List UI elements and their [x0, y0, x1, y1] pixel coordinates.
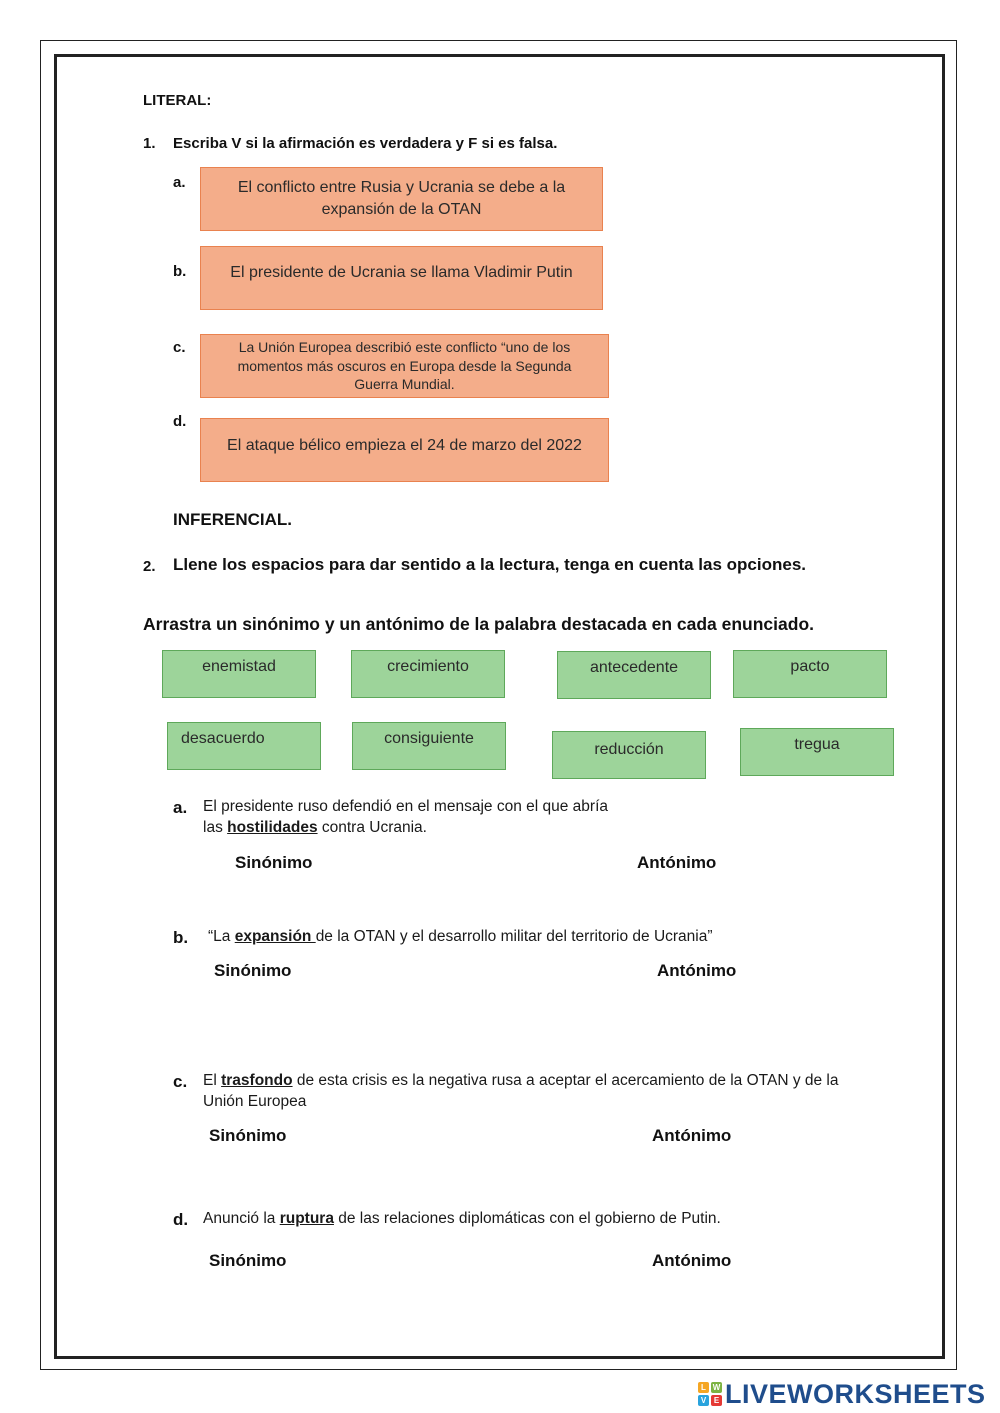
- true-false-statement-a[interactable]: El conflicto entre Rusia y Ucrania se debe a la expansión de la OTAN: [200, 167, 603, 231]
- true-false-statement-b[interactable]: El presidente de Ucrania se llama Vladimir Putin: [200, 246, 603, 310]
- item-b-letter: b.: [173, 263, 187, 280]
- item-d-letter: d.: [173, 413, 187, 430]
- question-b-synonym-label: Sinónimo: [214, 961, 292, 980]
- question-d-letter: d.: [173, 1210, 189, 1229]
- drag-instruction: Arrastra un sinónimo y un antónimo de la palabra destacada en cada enunciado.: [143, 614, 814, 634]
- word-option-reduccion[interactable]: reducción: [552, 731, 706, 779]
- item-c-letter: c.: [173, 339, 186, 356]
- word-option-antecedente[interactable]: antecedente: [557, 651, 711, 699]
- word-option-tregua[interactable]: tregua: [740, 728, 894, 776]
- highlighted-word-expansion: expansión: [234, 928, 316, 945]
- word-option-pacto[interactable]: pacto: [733, 650, 887, 698]
- highlighted-word-hostilidades: hostilidades: [227, 818, 318, 836]
- question-c-letter: c.: [173, 1072, 188, 1091]
- highlighted-word-trasfondo: trasfondo: [221, 1072, 293, 1089]
- literal-heading: LITERAL:: [143, 92, 212, 109]
- question-2-text: Llene los espacios para dar sentido a la lectura, tenga en cuenta las opciones.: [173, 555, 806, 574]
- true-false-statement-d[interactable]: El ataque bélico empieza el 24 de marzo del 2022: [200, 418, 609, 482]
- question-d-antonym-label: Antónimo: [652, 1251, 732, 1270]
- inferencial-heading: INFERENCIAL.: [173, 510, 292, 529]
- question-2-number: 2.: [143, 558, 156, 575]
- word-option-desacuerdo[interactable]: desacuerdo: [167, 722, 321, 770]
- question-c-synonym-label: Sinónimo: [209, 1126, 287, 1145]
- word-option-crecimiento[interactable]: crecimiento: [351, 650, 505, 698]
- question-c-text: El trasfondo de esta crisis es la negativa rusa a aceptar el acercamiento de la OTAN y de la Unión Europea: [203, 1072, 839, 1110]
- question-a-synonym-label: Sinónimo: [235, 853, 313, 872]
- highlighted-word-ruptura: ruptura: [279, 1210, 334, 1227]
- logo-squares-icon: [698, 1382, 722, 1406]
- logo-square: E: [711, 1395, 722, 1406]
- question-a-antonym-label: Antónimo: [637, 853, 717, 872]
- question-b-letter: b.: [173, 928, 189, 947]
- question-1-number: 1.: [143, 135, 156, 152]
- logo-square: V: [698, 1395, 709, 1406]
- liveworksheets-logo: [698, 1378, 986, 1410]
- question-a-text: El presidente ruso defendió en el mensaje con el que abría las hostilidades contra Ucrania.: [203, 798, 608, 836]
- true-false-statement-c[interactable]: La Unión Europea describió este conflicto “uno de los momentos más oscuros en Europa desde la Segunda Guerra Mundial.: [200, 334, 609, 398]
- question-1-text: Escriba V si la afirmación es verdadera y F si es falsa.: [173, 135, 558, 152]
- question-d-synonym-label: Sinónimo: [209, 1251, 287, 1270]
- question-b-antonym-label: Antónimo: [657, 961, 737, 980]
- logo-text: LIVEWORKSHEETS: [725, 1378, 986, 1409]
- question-c-antonym-label: Antónimo: [652, 1126, 732, 1145]
- question-b-text: “La expansión de la OTAN y el desarrollo militar del territorio de Ucrania”: [208, 928, 713, 945]
- item-a-letter: a.: [173, 174, 186, 191]
- question-a-letter: a.: [173, 798, 188, 817]
- question-d-text: Anunció la ruptura de las relaciones diplomáticas con el gobierno de Putin.: [203, 1210, 721, 1227]
- logo-square: W: [712, 1383, 721, 1392]
- word-option-consiguiente[interactable]: consiguiente: [352, 722, 506, 770]
- logo-square: L: [698, 1382, 709, 1393]
- word-option-enemistad[interactable]: enemistad: [162, 650, 316, 698]
